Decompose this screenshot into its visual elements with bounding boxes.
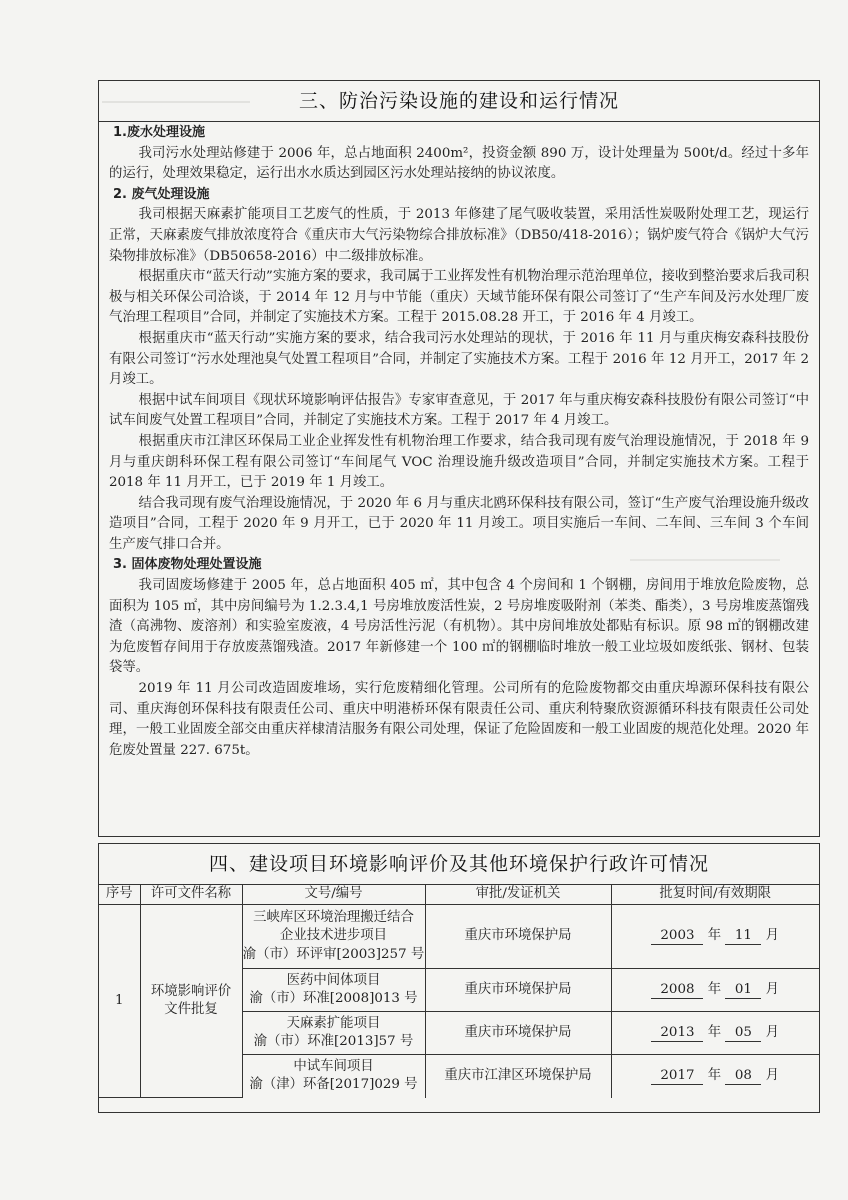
month-label: 月 xyxy=(765,1068,780,1083)
month-label: 月 xyxy=(765,928,780,944)
permits-table xyxy=(99,885,819,1098)
year-value: 2017 xyxy=(651,1067,703,1085)
doc-line: 天麻素扩能项目 xyxy=(286,1015,381,1031)
paragraph: 根据中试车间项目《现状环境影响评估报告》专家审查意见，于 2017 年与重庆梅安森科技股份有限公司签订“中试车间废气处置工程项目”合同，并制定了实施技术方案。工程于 2017 年 4 月竣工。 xyxy=(109,392,809,429)
section-pollution-facilities xyxy=(98,80,820,837)
doc-line: 渝（市）环准[2013]57 号 xyxy=(253,1034,414,1049)
doc-line: 渝（市）环准[2008]013 号 xyxy=(249,991,418,1006)
month-value: 11 xyxy=(725,927,761,945)
doc-line: 三峡库区环境治理搬迁结合 xyxy=(253,909,414,925)
month-label: 月 xyxy=(765,981,780,997)
section-content xyxy=(99,122,819,761)
year-value: 2013 xyxy=(651,1024,703,1042)
cell-time xyxy=(611,905,819,969)
cell-name xyxy=(140,905,242,1098)
doc-line: 渝（市）环评审[2003]257 号 xyxy=(242,946,425,962)
cell-time xyxy=(611,969,819,1012)
year-label: 年 xyxy=(707,928,722,944)
section-title: 四、建设项目环境影响评价及其他环境保护行政许可情况 xyxy=(99,844,819,885)
paragraph: 我司污水处理站修建于 2006 年，总占地面积 2400m²，投资金额 890 万，设计处理量为 500t/d。经过十多年的运行，处理效果稳定，运行出水水质达到园区污水处理站接纳的协议浓度。 xyxy=(109,145,809,182)
header-authority: 审批/发证机关 xyxy=(425,885,611,905)
cell-time xyxy=(611,1055,819,1098)
heading-solid-waste: 3. 固体废物处理处置设施 xyxy=(113,557,262,573)
cell-authority: 重庆市环境保护局 xyxy=(425,1012,611,1055)
cell-doc xyxy=(242,1055,425,1098)
month-value: 08 xyxy=(725,1067,761,1085)
year-value: 2008 xyxy=(651,981,703,999)
month-label: 月 xyxy=(765,1024,780,1040)
year-value: 2003 xyxy=(651,927,703,945)
month-value: 01 xyxy=(725,981,761,999)
section-permits xyxy=(98,843,820,1113)
header-time: 批复时间/有效期限 xyxy=(611,885,819,905)
table-header-row xyxy=(99,885,819,905)
cell-authority: 重庆市环境保护局 xyxy=(425,905,611,969)
paragraph: 根据重庆市“蓝天行动”实施方案的要求，我司属于工业挥发性有机物治理示范治理单位，接收到整治要求后我司积极与相关环保公司洽谈，于 2014 年 12 月与中节能（重庆）天域节能环保有限公司签订了“生产车间及污水处理厂废气治理工程项目”合同，并制定了实施技术方案。工程于 2015.08.28 开工，于 2016 年 4 月竣工。 xyxy=(109,269,809,326)
cell-seq: 1 xyxy=(99,905,140,1098)
doc-line: 渝（津）环备[2017]029 号 xyxy=(249,1077,418,1093)
paragraph: 根据重庆市江津区环保局工业企业挥发性有机物治理工作要求，结合我司现有废气治理设施情况，于 2018 年 9 月与重庆朗科环保工程有限公司签订“车间尾气 VOC 治理设施升级改造项目”合同，并制定实施技术方案。工程于 2018 年 11 月开工，已于 2019 年 1 月竣工。 xyxy=(109,433,809,491)
year-label: 年 xyxy=(707,1068,722,1083)
doc-line: 中试车间项目 xyxy=(293,1058,374,1074)
paragraph: 我司固废场修建于 2005 年，总占地面积 405 ㎡，其中包含 4 个房间和 1 个钢棚，房间用于堆放危险废物，总面积为 105 ㎡，其中房间编号为 1.2.3.4,1 号房堆放废活性炭，2 号房堆废吸附剂（苯类、酯类），3 号房堆废蒸馏残渣（高沸物、废溶剂）和实验室废液，4 号房活性污泥（有机物）。其中房间堆放处都贴有标识。原 98 ㎡的钢棚改建为危废暂存间用于存放废蒸馏残渣。2017 年新修建一个 100 ㎡的钢棚临时堆放一般工业垃圾如废纸张、钢材、包装袋等。 xyxy=(109,578,809,676)
cell-authority: 重庆市江津区环境保护局 xyxy=(425,1055,611,1098)
header-name: 许可文件名称 xyxy=(140,885,242,905)
cell-doc xyxy=(242,969,425,1012)
paragraph: 2019 年 11 月公司改造固废堆场，实行危废精细化管理。公司所有的危险废物都交由重庆埠源环保科技有限公司、重庆海创环保科技有限责任公司、重庆中明港桥环保有限责任公司、重庆利特聚欣资源循环科技有限责任公司处理，一般工业固废全部交由重庆祥棣清洁服务有限公司处理，保证了危险固废和一般工业固废的规范化处理。2020 年危废处置量 227. 675t。 xyxy=(109,681,809,758)
month-value: 05 xyxy=(725,1024,761,1042)
year-label: 年 xyxy=(707,981,722,997)
header-doc: 文号/编号 xyxy=(242,885,425,905)
doc-line: 医药中间体项目 xyxy=(286,972,381,988)
paragraph: 根据重庆市“蓝天行动”实施方案的要求，结合我司污水处理站的现状，于 2016 年 11 月与重庆梅安森科技股份有限公司签订“污水处理池臭气处置工程项目”合同，并制定了实施技术方案。工程于 2016 年 12 月开工，2017 年 2 月竣工。 xyxy=(109,330,809,388)
heading-wastewater: 1.废水处理设施 xyxy=(113,125,205,140)
cell-doc xyxy=(242,1012,425,1055)
section-title: 三、防治污染设施的建设和运行情况 xyxy=(99,81,819,122)
table-row xyxy=(99,905,819,969)
cell-name-text: 环境影响评价文件批复 xyxy=(150,983,232,1017)
cell-time xyxy=(611,1012,819,1055)
heading-exhaust: 2. 废气处理设施 xyxy=(113,186,210,202)
cell-authority: 重庆市环境保护局 xyxy=(425,969,611,1012)
doc-line: 企业技术进步项目 xyxy=(279,928,388,944)
year-label: 年 xyxy=(707,1024,722,1040)
paragraph: 结合我司现有废气治理设施情况，于 2020 年 6 月与重庆北鸥环保科技有限公司，签订“生产废气治理设施升级改造项目”合同，工程于 2020 年 9 月开工，已于 2020 年 11 月竣工。项目实施后一车间、二车间、三车间 3 个车间生产废气排口合并。 xyxy=(109,495,809,552)
cell-doc xyxy=(242,905,425,969)
paragraph: 我司根据天麻素扩能项目工艺废气的性质，于 2013 年修建了尾气吸收装置，采用活性炭吸附处理工艺，现运行正常，天麻素废气排放浓度符合《重庆市大气污染物综合排放标准》（DB50/418-2016）；锅炉废气符合《锅炉大气污染物排放标准》（DB50658-2016）中二级排放标准。 xyxy=(109,207,809,264)
header-seq: 序号 xyxy=(99,885,140,905)
